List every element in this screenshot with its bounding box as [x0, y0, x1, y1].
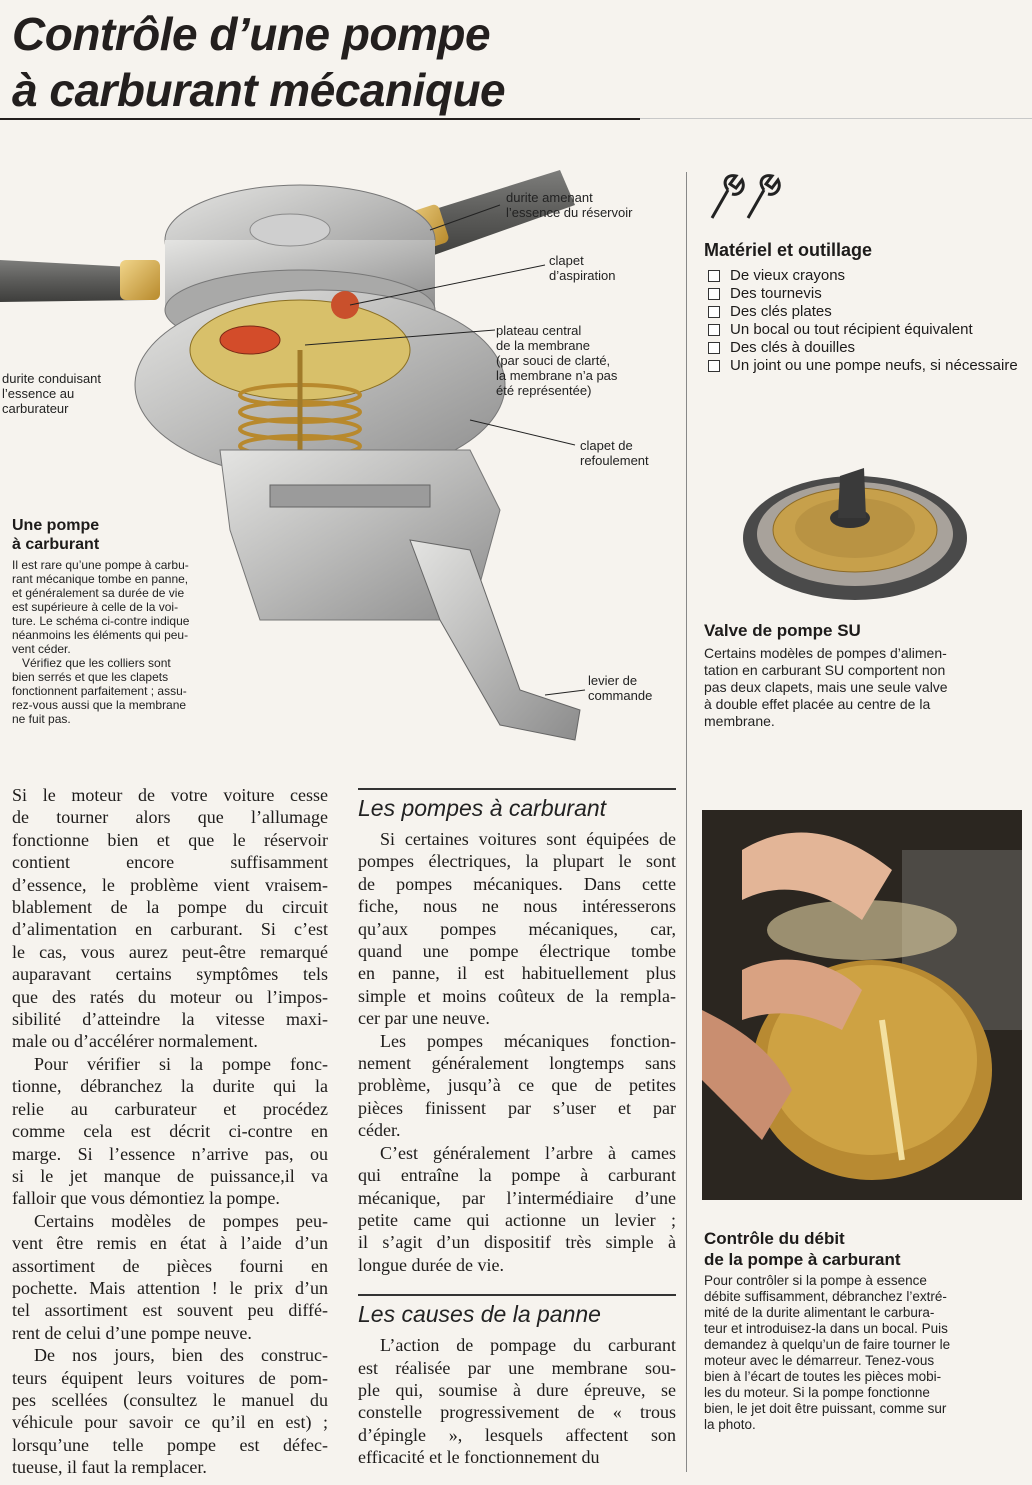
photo-caption-heading: [704, 1228, 1024, 1270]
text-line: lorsqu’une telle pompe est défec-: [12, 1434, 328, 1455]
photo-caption-text: [704, 1273, 1024, 1433]
text-line: tionne, débranchez la durite qui la: [12, 1076, 328, 1097]
text-line: le cas, vous aurez peut-être remarqué: [12, 941, 328, 962]
text-line: fiche, nous ne nous intéresserons: [358, 896, 676, 917]
tools-item: Des clés à douilles: [704, 339, 1024, 357]
callout-line: levier de: [588, 673, 638, 688]
photo-caption-line: débite suffisamment, débranchez l’extré-: [704, 1289, 947, 1304]
wrench-icon: [704, 172, 790, 222]
callout-durite-carburateur: [2, 371, 101, 416]
text-line: auparavant certains symptômes tels: [12, 964, 328, 985]
text-line: que des ratés du moteur ou l’impos-: [12, 986, 328, 1007]
valve-text: [704, 645, 1022, 730]
figure-caption: [12, 516, 230, 726]
text-line: simple et moins coûteux de la rempla-: [358, 985, 676, 1006]
title-rule: [0, 118, 640, 120]
valve-box: [704, 620, 1022, 730]
text-line: fonctionne bien et que le réservoir: [12, 829, 328, 850]
caption-line: rant mécanique tombe en panne,: [12, 572, 189, 586]
text-line: d’épingle », lesquels affectent son: [358, 1424, 676, 1445]
text-line: il s’agit d’un dispositif très simple à: [358, 1232, 676, 1253]
photo-caption-line: demandez à quelqu’un de faire tourner le: [704, 1337, 951, 1352]
header-divider: [640, 118, 1032, 119]
caption-line: est supérieure à celle de la voi-: [12, 600, 179, 614]
text-line: constelle progressivement de « trous: [358, 1402, 676, 1423]
text-line: C’est généralement l’arbre à cames: [380, 1142, 676, 1163]
text-line: quand une pompe électrique tombe: [358, 941, 676, 962]
title-line-2: à carburant mécanique: [12, 64, 506, 116]
text-line: ple qui, soumise à dure épreuve, se: [358, 1379, 676, 1400]
callout-clapet-aspiration: [549, 253, 616, 283]
text-line: véhicule pour savoir ce qu’il en est) ;: [12, 1412, 328, 1433]
tools-item: Un bocal ou tout récipient équivalent: [704, 321, 1024, 339]
text-line: comme cela est décrit ci-contre en: [12, 1121, 328, 1142]
caption-line: ne fuit pas.: [12, 712, 71, 726]
tools-item: Des tournevis: [704, 285, 1024, 303]
text-line: relie au carburateur et procédez: [12, 1098, 328, 1119]
paragraph: [12, 1210, 328, 1344]
tools-item: Un joint ou une pompe neufs, si nécessaire: [704, 357, 1024, 375]
text-line: en panne, il est habituellement plus: [358, 963, 676, 984]
paragraph: [358, 1334, 676, 1468]
text-line: pompes électriques, la plupart le sont: [358, 851, 676, 872]
tools-item: De vieux crayons: [704, 267, 1024, 285]
caption-line: rez-vous aussi que la membrane: [12, 698, 187, 712]
text-line: si le jet manque de puissance,il va: [12, 1165, 328, 1186]
text-line: de pompes mécaniques. Dans cette: [358, 873, 676, 894]
valve-line: pas deux clapets, mais une seule valve: [704, 679, 948, 695]
caption-line: et généralement sa durée de vie: [12, 586, 185, 600]
text-line: De nos jours, bien des construc-: [34, 1345, 328, 1366]
text-line: sibilité d’atteindre la vitesse maxi-: [12, 1009, 328, 1030]
photo-caption-line: bien à l’écart de toutes les pièces mobi-: [704, 1369, 942, 1384]
text-line: Si le moteur de votre voiture cesse: [12, 785, 328, 805]
callout-line: été représentée): [496, 383, 592, 398]
text-line: falloir que vous démontiez la pompe.: [12, 1188, 280, 1209]
caption-line: néanmoins les éléments qui peu-: [12, 628, 189, 642]
callout-line: l’essence au: [2, 386, 75, 401]
paragraph: [358, 828, 676, 1030]
callout-line: durite conduisant: [2, 371, 102, 386]
text-line: pochette. Mais attention ! le prix d’un: [12, 1277, 328, 1298]
text-line: tueuse, il faut la remplacer.: [12, 1457, 207, 1478]
su-valve-illustration: [740, 458, 970, 608]
photo-caption-heading-line: Contrôle du débit: [704, 1229, 845, 1248]
text-line: Si certaines voitures sont équipées de: [380, 829, 676, 849]
caption-line: bien serrés et que les clapets: [12, 670, 169, 684]
photo-caption: [704, 1228, 1024, 1433]
callout-line: de la membrane: [496, 338, 590, 353]
paragraph: [358, 1142, 676, 1276]
text-line: petite came qui actionne un levier ;: [358, 1209, 676, 1230]
text-line: L’action de pompage du carburant: [380, 1335, 676, 1356]
callout-durite-reservoir: [506, 190, 632, 220]
caption-line: vent céder.: [12, 642, 71, 656]
callout-line: commande: [588, 688, 653, 703]
paragraph: [12, 784, 328, 1053]
tools-list: [704, 267, 1024, 375]
text-line: pièces finissent par s’user et par: [358, 1097, 676, 1118]
callout-levier: [588, 673, 652, 703]
column-divider: [686, 172, 687, 1472]
text-line: de tourner alors que l’allumage: [12, 807, 328, 828]
text-line: mécanique, par l’intermédiaire d’une: [358, 1187, 676, 1208]
column-1-body: [12, 784, 328, 1479]
tools-item: Des clés plates: [704, 303, 1024, 321]
paragraph: [358, 1030, 676, 1142]
text-line: longue durée de vie.: [358, 1254, 504, 1275]
section-body-causes: [358, 1334, 676, 1468]
text-line: rent de celui d’une pompe neuve.: [12, 1322, 252, 1343]
text-line: est réalisée par une membrane sou-: [358, 1357, 676, 1378]
photo-caption-line: Pour contrôler si la pompe à essence: [704, 1273, 927, 1288]
callout-line: clapet de: [580, 438, 633, 453]
caption-line: Vérifiez que les colliers sont: [22, 656, 171, 670]
column-2: [358, 788, 676, 1469]
callout-clapet-refoulement: [580, 438, 649, 468]
photo-caption-line: teur et introduisez-la dans un bocal. Puis: [704, 1321, 948, 1336]
text-line: Les pompes mécaniques fonction-: [380, 1030, 676, 1051]
section-title-pompes: Les pompes à carburant: [358, 788, 676, 822]
tools-box: [704, 240, 1024, 375]
title-line-1: Contrôle d’une pompe: [12, 8, 491, 60]
valve-line: membrane.: [704, 713, 775, 729]
caption-line: fonctionnent parfaitement ; assu-: [12, 684, 187, 698]
callout-line: la membrane n’a pas: [496, 368, 618, 383]
text-line: male ou d’accélérer normalement.: [12, 1031, 258, 1052]
figure-caption-heading: [12, 516, 230, 554]
callout-line: durite amenant: [506, 190, 593, 205]
callout-line: clapet: [549, 253, 584, 268]
text-line: contient encore suffisamment: [12, 852, 328, 873]
section-body-pompes: [358, 828, 676, 1276]
valve-line: à double effet placée au centre de la: [704, 696, 931, 712]
callout-line: (par souci de clarté,: [496, 353, 611, 368]
tools-heading: Matériel et outillage: [704, 240, 873, 260]
caption-heading-line: à carburant: [12, 536, 100, 553]
text-line: céder.: [358, 1120, 401, 1141]
photo-caption-heading-line: de la pompe à carburant: [704, 1250, 901, 1269]
text-line: teurs équipent leurs voitures de pom-: [12, 1367, 328, 1388]
text-line: efficacité et le fonctionnement du: [358, 1447, 600, 1468]
photo-caption-line: les du moteur. Si la pompe fonctionne: [704, 1385, 930, 1400]
section-title-causes: Les causes de la panne: [358, 1294, 676, 1328]
page-title: [12, 6, 652, 118]
photo-caption-line: la photo.: [704, 1417, 756, 1432]
photo-caption-line: bien, le jet doit être puissant, comme sur: [704, 1401, 947, 1416]
text-line: qui entraîne la pompe à carburant: [358, 1165, 676, 1186]
figure-caption-p1: [12, 558, 230, 656]
text-line: qu’aux pompes mécaniques, car,: [358, 918, 676, 939]
caption-heading-line: Une pompe: [12, 517, 100, 534]
callout-line: refoulement: [580, 453, 649, 468]
paragraph: [12, 1344, 328, 1478]
photo-caption-line: moteur avec le démarreur. Tenez-vous: [704, 1353, 935, 1368]
figure-caption-p2: [12, 656, 230, 726]
text-line: Certains modèles de pompes peu-: [34, 1210, 328, 1231]
paragraph: [12, 1053, 328, 1210]
text-line: assortiment de pièces fourni en: [12, 1255, 328, 1276]
valve-line: tation en carburant SU comportent non: [704, 662, 946, 678]
valve-heading: Valve de pompe SU: [704, 621, 861, 640]
valve-line: Certains modèles de pompes d’alimen-: [704, 645, 947, 661]
text-line: tel assortiment est souvent peu diffé-: [12, 1300, 328, 1321]
text-line: d’essence, le problème vient vraisem-: [12, 874, 328, 895]
text-line: d’alimentation en carburant. Si c’est: [12, 919, 328, 940]
callout-line: plateau central: [496, 323, 582, 338]
caption-line: Il est rare qu’une pompe à carbu-: [12, 558, 189, 572]
callout-plateau: [496, 323, 617, 398]
text-line: pes scellées (consultez le manuel du: [12, 1389, 328, 1410]
text-line: problème, jusqu’à ce que de petites: [358, 1075, 676, 1096]
callout-line: l’essence du réservoir: [506, 205, 633, 220]
text-line: blablement de la pompe du circuit: [12, 897, 328, 918]
text-line: vent être remis en état à l’aide d’un: [12, 1233, 328, 1254]
text-line: Pour vérifier si la pompe fonc-: [34, 1053, 328, 1074]
text-line: cer par une neuve.: [358, 1008, 490, 1029]
photo-caption-line: mité de la durite alimentant le carbura-: [704, 1305, 935, 1320]
caption-line: ture. Le schéma ci-contre indique: [12, 614, 190, 628]
callout-line: d’aspiration: [549, 268, 616, 283]
callout-line: carburateur: [2, 401, 69, 416]
text-line: nement généralement longtemps sans: [358, 1053, 676, 1074]
text-line: marge. Si l’essence n’arrive pas, ou: [12, 1143, 328, 1164]
fuel-jar-photo: [702, 810, 1022, 1200]
